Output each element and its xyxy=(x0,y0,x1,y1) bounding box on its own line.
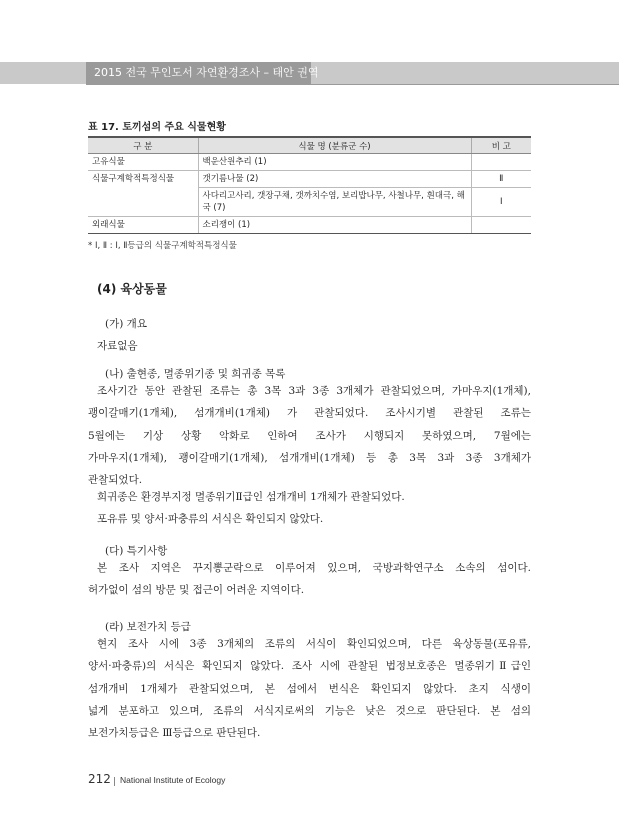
header-rule xyxy=(86,84,619,85)
table-row xyxy=(88,171,531,188)
table-cell: Ⅱ xyxy=(471,171,531,188)
plant-table xyxy=(88,136,531,234)
paragraph-line: 조사기간 동안 관찰된 조류는 총 3목 3과 3종 3개체가 관찰되었으며, 가마우지(1개체), xyxy=(97,385,531,397)
paragraph-line: 괭이갈매기(1개체), 섬개개비(1개체) 가 관찰되었다. 조사시기별 관찰된 조류는 xyxy=(88,407,531,420)
rare-species-text: 희귀종은 환경부지정 멸종위기Ⅱ급인 섬개개비 1개체가 관찰되었다. xyxy=(97,491,405,503)
paragraph-line: 섬개개비 1개체가 관찰되었으며, 본 섬에서 번식은 확인되지 않았다. 초지 식생이 xyxy=(88,682,531,695)
paragraph-line: 현지 조사 시에 3종 3개체의 조류의 서식이 확인되었으며, 다른 육상동물(포유류, xyxy=(97,638,531,650)
table-cell: 갯기름나물 (2) xyxy=(198,171,471,188)
table-cell: 식물구계학적특정식물 xyxy=(88,171,198,217)
table-cell xyxy=(471,154,531,171)
mammal-text: 포유류 및 양서·파충류의 서식은 확인되지 않았다. xyxy=(97,513,324,525)
subsection-heading-conservation: (라) 보전가치 등급 xyxy=(105,621,191,633)
table-header-row xyxy=(88,137,531,154)
page-number: 212 xyxy=(88,772,111,786)
species-paragraph xyxy=(88,380,531,491)
subsection-heading-species: (나) 출현종, 멸종위기종 및 희귀종 목록 xyxy=(105,368,286,380)
paragraph-line: 가마우지(1개체), 괭이갈매기(1개체), 섬개개비(1개체) 등 총 3목 3과 3종 3개체가 xyxy=(88,451,531,464)
table-cell: 사다리고사리, 갯장구채, 갯까치수염, 보리밥나무, 사철나무, 흰대극, 해국 (7) xyxy=(198,188,471,217)
conservation-paragraph xyxy=(88,633,531,744)
table-row xyxy=(88,217,531,234)
subsection-heading-overview: (가) 개요 xyxy=(105,318,147,330)
table-cell: 소리쟁이 (1) xyxy=(198,217,471,234)
table-cell: Ⅰ xyxy=(471,188,531,217)
column-header: 구 분 xyxy=(88,137,198,154)
footer-organization: National Institute of Ecology xyxy=(120,775,226,785)
column-header: 식물 명 (분류군 수) xyxy=(198,137,471,154)
paragraph-line: 관찰되었다. xyxy=(88,474,143,487)
section-title: (4) 육상동물 xyxy=(97,282,167,296)
column-header: 비 고 xyxy=(471,137,531,154)
overview-text: 자료없음 xyxy=(97,340,138,352)
footer-divider xyxy=(114,777,115,786)
paragraph-line: 보전가치등급은 Ⅲ등급으로 판단된다. xyxy=(88,727,261,740)
paragraph-line: 양서·파충류)의 서식은 확인되지 않았다. 조사 시에 관찰된 법정보호종은 멸종위기Ⅱ급인 xyxy=(88,660,531,673)
paragraph-line: 5월에는 기상 상황 악화로 인하여 조사가 시행되지 못하였으며, 7월에는 xyxy=(88,429,531,442)
paragraph-line: 본 조사 지역은 꾸지뽕군락으로 이루어져 있으며, 국방과학연구소 소속의 섬이다. xyxy=(97,562,531,574)
paragraph-line: 넓게 분포하고 있으며, 조류의 서식지로써의 기능은 낮은 것으로 판단된다. 본 섬의 xyxy=(88,704,531,717)
running-header: 2015 전국 무인도서 자연환경조사 – 태안 권역 xyxy=(86,62,311,84)
table-cell xyxy=(471,217,531,234)
table-cell: 외래식물 xyxy=(88,217,198,234)
subsection-heading-notes: (다) 특기사항 xyxy=(105,545,168,557)
paragraph-line: 허가없이 섬의 방문 및 접근이 어려운 지역이다. xyxy=(88,584,305,597)
table-cell: 고유식물 xyxy=(88,154,198,171)
table-caption: 표 17. 토끼섬의 주요 식물현황 xyxy=(88,122,226,133)
table-row xyxy=(88,154,531,171)
table-cell: 백운산원추리 (1) xyxy=(198,154,471,171)
table-footnote: * Ⅰ, Ⅱ : Ⅰ, Ⅱ등급의 식물구계학적특정식물 xyxy=(88,241,237,251)
notes-paragraph xyxy=(88,557,531,602)
